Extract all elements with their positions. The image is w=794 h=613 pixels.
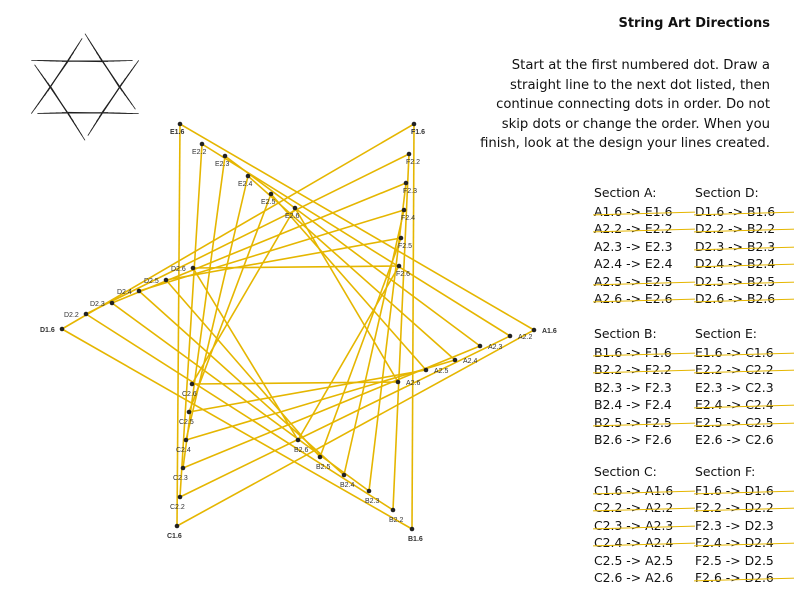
section-f: [695, 462, 794, 586]
dot-marker: [407, 152, 412, 157]
direction-step: A2.4 -> E2.4: [594, 256, 673, 272]
direction-step: F2.5 -> D2.5: [695, 552, 774, 568]
dot-label: D2.6: [171, 266, 186, 273]
dot-marker: [187, 410, 192, 415]
dot-marker: [453, 358, 458, 363]
dot-marker: [190, 382, 195, 387]
direction-step: E2.2 -> C2.2: [695, 361, 794, 378]
dot-label: D2.3: [90, 301, 105, 308]
dot-marker: [178, 122, 183, 127]
string-line: [183, 346, 480, 468]
dot-marker: [532, 328, 537, 333]
dot-label: B2.4: [340, 482, 355, 489]
direction-step: E2.3 -> C2.3: [695, 379, 774, 395]
section-title: Section F:: [695, 464, 756, 479]
direction-step: C1.6 -> A1.6: [594, 482, 699, 499]
worksheet-title: String Art Directions: [618, 16, 770, 31]
direction-step: E2.5 -> C2.5: [695, 414, 794, 431]
dot-marker: [342, 473, 347, 478]
direction-step: D2.6 -> B2.6: [695, 290, 794, 307]
dot-label: A2.2: [518, 334, 533, 341]
dot-marker: [200, 142, 205, 147]
direction-step: C2.3 -> A2.3: [594, 517, 699, 534]
direction-step: F2.6 -> D2.6: [695, 569, 794, 586]
dot-marker: [410, 527, 415, 532]
section-title: Section C:: [594, 464, 657, 479]
dot-marker: [184, 438, 189, 443]
string-line: [192, 382, 398, 384]
dot-label: F2.4: [401, 215, 416, 222]
string-line: [189, 194, 271, 412]
direction-step: B1.6 -> F1.6: [594, 344, 699, 361]
string-line: [166, 238, 401, 280]
dot-marker: [175, 524, 180, 529]
dot-label: D2.2: [64, 312, 79, 319]
dot-label: D2.5: [144, 278, 159, 285]
section-title: Section E:: [695, 326, 757, 341]
direction-step: F2.2 -> D2.2: [695, 499, 794, 516]
section-b: [594, 324, 699, 448]
section-a: [594, 183, 699, 307]
dot-marker: [367, 489, 372, 494]
dot-marker: [178, 495, 183, 500]
dot-marker: [397, 264, 402, 269]
dot-label: F2.5: [398, 243, 413, 250]
dot-label: F2.2: [406, 159, 421, 166]
direction-step: B2.3 -> F2.3: [594, 379, 672, 395]
direction-step: C2.2 -> A2.2: [594, 499, 699, 516]
dot-marker: [181, 466, 186, 471]
string-line: [193, 266, 399, 268]
section-title: Section A:: [594, 185, 657, 200]
string-line: [62, 329, 412, 529]
dot-label: F2.3: [403, 188, 418, 195]
direction-step: D2.4 -> B2.4: [695, 255, 794, 272]
section-d: [695, 183, 794, 307]
string-line: [189, 370, 426, 412]
dot-label: A2.3: [488, 344, 503, 351]
dot-marker: [424, 368, 429, 373]
dot-marker: [246, 174, 251, 179]
direction-step: E2.4 -> C2.4: [695, 396, 794, 413]
dot-label: C2.2: [170, 504, 185, 511]
section-c: [594, 462, 699, 586]
section-title: Section B:: [594, 326, 657, 341]
dot-label: C2.4: [176, 447, 191, 454]
direction-step: E1.6 -> C1.6: [695, 344, 794, 361]
direction-step: C2.4 -> A2.4: [594, 534, 699, 551]
direction-step: D1.6 -> B1.6: [695, 203, 794, 220]
direction-step: A2.6 -> E2.6: [594, 290, 699, 307]
dot-label: A2.6: [406, 380, 421, 387]
string-line: [180, 124, 534, 330]
dot-label: F2.6: [396, 271, 411, 278]
dot-marker: [223, 154, 228, 159]
direction-step: B2.5 -> F2.5: [594, 414, 699, 431]
dot-label: C1.6: [167, 533, 182, 540]
dot-label: E2.3: [215, 161, 230, 168]
dot-marker: [296, 438, 301, 443]
direction-step: A2.2 -> E2.2: [594, 220, 699, 237]
string-line: [225, 156, 480, 346]
dot-marker: [293, 206, 298, 211]
dot-label: C2.5: [179, 419, 194, 426]
dot-marker: [269, 192, 274, 197]
direction-step: A1.6 -> E1.6: [594, 203, 699, 220]
dot-label: C2.3: [173, 475, 188, 482]
dot-marker: [402, 208, 407, 213]
dot-marker: [508, 334, 513, 339]
string-line: [62, 124, 414, 329]
dot-marker: [391, 508, 396, 513]
dot-label: E2.6: [285, 213, 300, 220]
dot-label: B2.6: [294, 447, 309, 454]
string-line: [180, 144, 202, 497]
dot-label: B1.6: [408, 536, 423, 543]
dot-label: A2.4: [463, 358, 478, 365]
direction-step: D2.5 -> B2.5: [695, 273, 794, 290]
direction-step: B2.6 -> F2.6: [594, 432, 672, 448]
direction-step: D2.2 -> B2.2: [695, 220, 794, 237]
dot-marker: [412, 122, 417, 127]
section-e: [695, 324, 794, 448]
instructions-text: Start at the first numbered dot. Draw a straight line to the next dot listed, then continue connecting dots in order. Do not skip dots or change the order. When you finish, look at the design your lines created.: [480, 58, 770, 151]
dot-marker: [164, 278, 169, 283]
direction-step: D2.3 -> B2.3: [695, 238, 794, 255]
dot-label: B2.5: [316, 464, 331, 471]
dot-marker: [110, 301, 115, 306]
direction-step: F2.3 -> D2.3: [695, 517, 774, 533]
direction-step: F1.6 -> D1.6: [695, 482, 794, 499]
dot-marker: [60, 327, 65, 332]
string-line: [344, 210, 404, 475]
dot-label: E2.4: [238, 181, 253, 188]
direction-step: F2.4 -> D2.4: [695, 534, 794, 551]
dot-label: B2.3: [365, 498, 380, 505]
dot-label: F1.6: [411, 129, 426, 136]
dot-label: D2.4: [117, 289, 132, 296]
dot-marker: [478, 344, 483, 349]
dot-label: E1.6: [170, 129, 185, 136]
direction-step: E2.6 -> C2.6: [695, 432, 774, 448]
direction-step: A2.5 -> E2.5: [594, 273, 699, 290]
string-line: [393, 154, 409, 510]
direction-step: A2.3 -> E2.3: [594, 238, 673, 254]
direction-step: C2.6 -> A2.6: [594, 570, 674, 586]
direction-step: C2.5 -> A2.5: [594, 552, 674, 568]
dot-marker: [84, 312, 89, 317]
dot-label: E2.2: [192, 149, 207, 156]
dot-marker: [396, 380, 401, 385]
dot-marker: [399, 236, 404, 241]
dot-marker: [318, 455, 323, 460]
dot-label: A2.5: [434, 368, 449, 375]
dot-label: E2.5: [261, 199, 276, 206]
string-line: [412, 124, 414, 529]
dot-label: B2.2: [389, 517, 404, 524]
direction-step: B2.4 -> F2.4: [594, 397, 672, 413]
direction-step: B2.2 -> F2.2: [594, 361, 699, 378]
dot-marker: [137, 289, 142, 294]
dot-marker: [191, 266, 196, 271]
dot-label: A1.6: [542, 328, 557, 335]
string-line: [166, 280, 320, 457]
dot-label: C2.6: [182, 391, 197, 398]
dot-marker: [404, 181, 409, 186]
section-title: Section D:: [695, 185, 759, 200]
dot-label: D1.6: [40, 327, 55, 334]
